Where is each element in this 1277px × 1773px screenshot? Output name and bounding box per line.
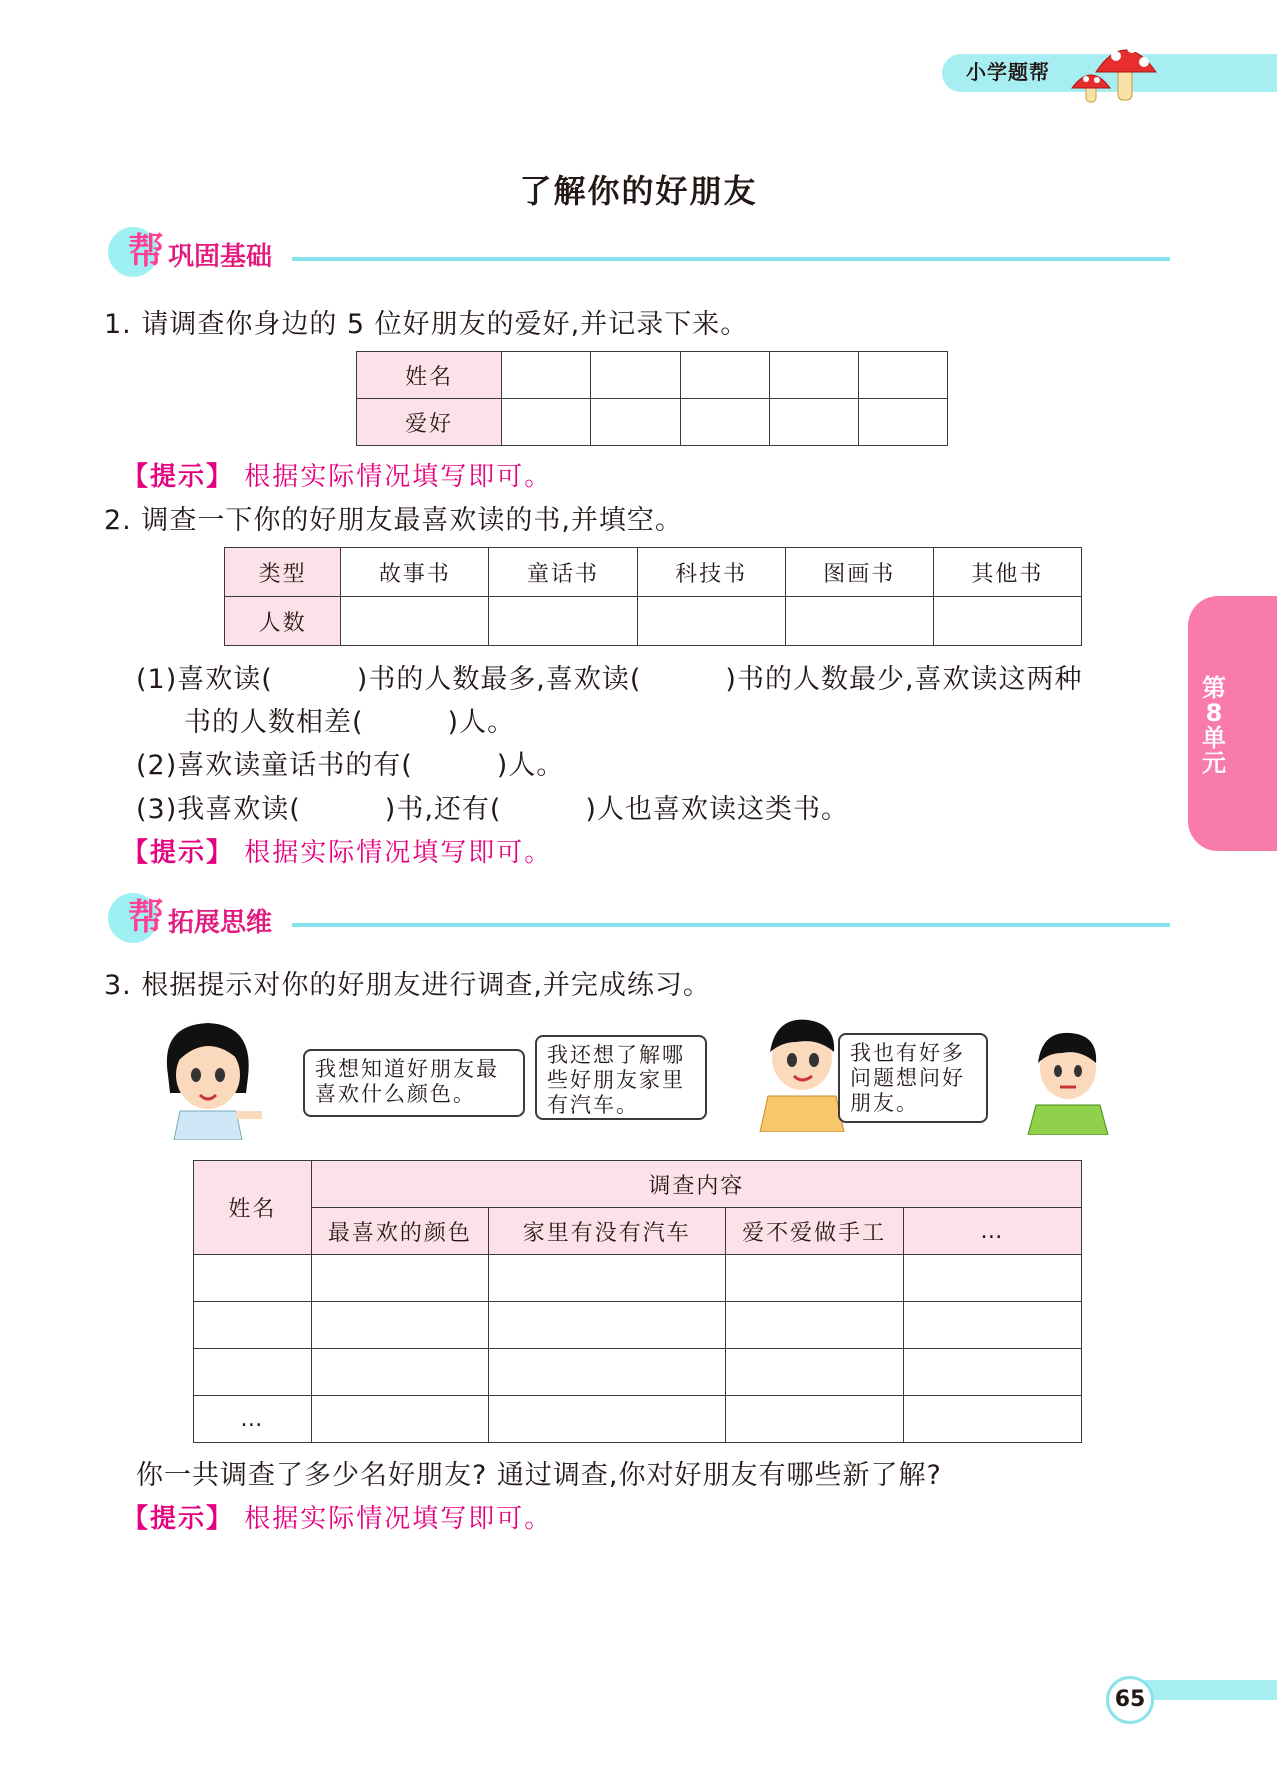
q2-type: 科技书 <box>637 548 785 597</box>
q2-row-label-type: 类型 <box>225 548 341 597</box>
unit-tab-text <box>1196 676 1232 776</box>
q2-type: 童话书 <box>489 548 637 597</box>
section-extend-bang: 帮 <box>128 897 165 938</box>
q1-cell[interactable] <box>769 399 858 446</box>
q3-table <box>193 1160 1082 1443</box>
q3-header-content: 调查内容 <box>311 1161 1081 1208</box>
q2-sub1-line2: 书的人数相差( )人。 <box>184 707 516 738</box>
q3-cell[interactable] <box>194 1349 312 1396</box>
q3-cell[interactable] <box>725 1302 903 1349</box>
q3-question: 你一共调查了多少名好朋友? 通过调查,你对好朋友有哪些新了解? <box>136 1460 942 1491</box>
page-title: 了解你的好朋友 <box>519 172 758 210</box>
q2-count-cell[interactable] <box>637 597 785 646</box>
q2-count-cell[interactable] <box>489 597 637 646</box>
q3-cell[interactable] <box>311 1349 488 1396</box>
section-extend-rule <box>292 923 1170 927</box>
hint-label: 【提示】 <box>122 838 235 868</box>
q1-row-label-name: 姓名 <box>357 352 502 399</box>
q1-row-label-hobby: 爱好 <box>357 399 502 446</box>
bubble-boy2: 我也有好多问题想问好朋友。 <box>838 1033 988 1123</box>
q3-cell[interactable] <box>311 1396 488 1443</box>
q3-text: 3. 根据提示对你的好朋友进行调查,并完成练习。 <box>104 970 711 1001</box>
unit-char: 单 <box>1202 724 1226 752</box>
q3-col-header: 家里有没有汽车 <box>488 1208 725 1255</box>
q3-col-header: 最喜欢的颜色 <box>311 1208 488 1255</box>
q3-cell[interactable] <box>194 1302 312 1349</box>
section-basic-rule <box>292 257 1170 261</box>
q1-cell[interactable] <box>502 352 591 399</box>
mushroom-icon <box>1060 34 1170 104</box>
q3-cell[interactable] <box>488 1349 725 1396</box>
section-basic-label: 巩固基础 <box>168 242 273 272</box>
q2-table <box>224 547 1082 646</box>
page-number: 65 <box>1106 1676 1154 1724</box>
q3-col-header: 爱不爱做手工 <box>725 1208 903 1255</box>
hint-text: 根据实际情况填写即可。 <box>244 462 553 492</box>
q3-cell[interactable] <box>488 1255 725 1302</box>
q3-header-name: 姓名 <box>194 1161 312 1255</box>
q1-cell[interactable] <box>591 352 680 399</box>
boy-illustration <box>752 1012 850 1132</box>
hint-label: 【提示】 <box>122 462 235 492</box>
q3-cell[interactable] <box>903 1302 1081 1349</box>
unit-char: 8 <box>1205 699 1223 727</box>
q1-hint <box>122 460 552 494</box>
q2-sub2: (2)喜欢读童话书的有( )人。 <box>136 750 565 781</box>
q1-cell[interactable] <box>769 352 858 399</box>
q3-cell[interactable] <box>725 1396 903 1443</box>
hint-text: 根据实际情况填写即可。 <box>244 838 553 868</box>
girl-illustration <box>150 1015 274 1140</box>
q1-cell[interactable] <box>680 399 769 446</box>
q3-hint <box>122 1502 552 1536</box>
q3-cell[interactable] <box>903 1255 1081 1302</box>
q2-count-cell[interactable] <box>341 597 489 646</box>
bubble-boy1: 我还想了解哪些好朋友家里有汽车。 <box>535 1035 707 1120</box>
thinking-boy-illustration <box>1022 1025 1110 1135</box>
q3-cell[interactable] <box>311 1255 488 1302</box>
q2-text: 2. 调查一下你的好朋友最喜欢读的书,并填空。 <box>104 505 683 536</box>
q1-cell[interactable] <box>858 399 947 446</box>
q2-type: 故事书 <box>341 548 489 597</box>
q3-col-header: … <box>903 1208 1081 1255</box>
q2-sub3: (3)我喜欢读( )书,还有( )人也喜欢读这类书。 <box>136 794 849 825</box>
q1-text: 1. 请调查你身边的 5 位好朋友的爱好,并记录下来。 <box>104 309 749 340</box>
q2-row-label-count: 人数 <box>225 597 341 646</box>
q2-sub1-line1: (1)喜欢读( )书的人数最多,喜欢读( )书的人数最少,喜欢读这两种 <box>136 664 1083 695</box>
section-basic-bang: 帮 <box>128 231 165 272</box>
unit-char: 第 <box>1202 674 1226 702</box>
q3-cell[interactable] <box>903 1396 1081 1443</box>
q1-cell[interactable] <box>858 352 947 399</box>
q3-cell[interactable] <box>488 1396 725 1443</box>
q3-cell[interactable] <box>725 1255 903 1302</box>
q1-cell[interactable] <box>591 399 680 446</box>
q1-table <box>356 351 948 446</box>
q3-cell[interactable] <box>488 1302 725 1349</box>
q2-type: 其他书 <box>933 548 1081 597</box>
q2-hint <box>122 836 552 870</box>
hint-text: 根据实际情况填写即可。 <box>244 1504 553 1534</box>
q3-cell[interactable] <box>194 1255 312 1302</box>
q3-cell[interactable] <box>311 1302 488 1349</box>
q3-cell[interactable] <box>725 1349 903 1396</box>
brand-text: 小学题帮 <box>966 60 1050 84</box>
q2-type: 图画书 <box>785 548 933 597</box>
section-extend-label: 拓展思维 <box>168 908 273 938</box>
q3-row-ellipsis: … <box>194 1396 312 1443</box>
hint-label: 【提示】 <box>122 1504 235 1534</box>
bubble-girl: 我想知道好朋友最喜欢什么颜色。 <box>303 1049 525 1117</box>
q1-cell[interactable] <box>502 399 591 446</box>
q3-cell[interactable] <box>903 1349 1081 1396</box>
unit-char: 元 <box>1202 749 1226 777</box>
q1-cell[interactable] <box>680 352 769 399</box>
q2-count-cell[interactable] <box>933 597 1081 646</box>
q2-count-cell[interactable] <box>785 597 933 646</box>
